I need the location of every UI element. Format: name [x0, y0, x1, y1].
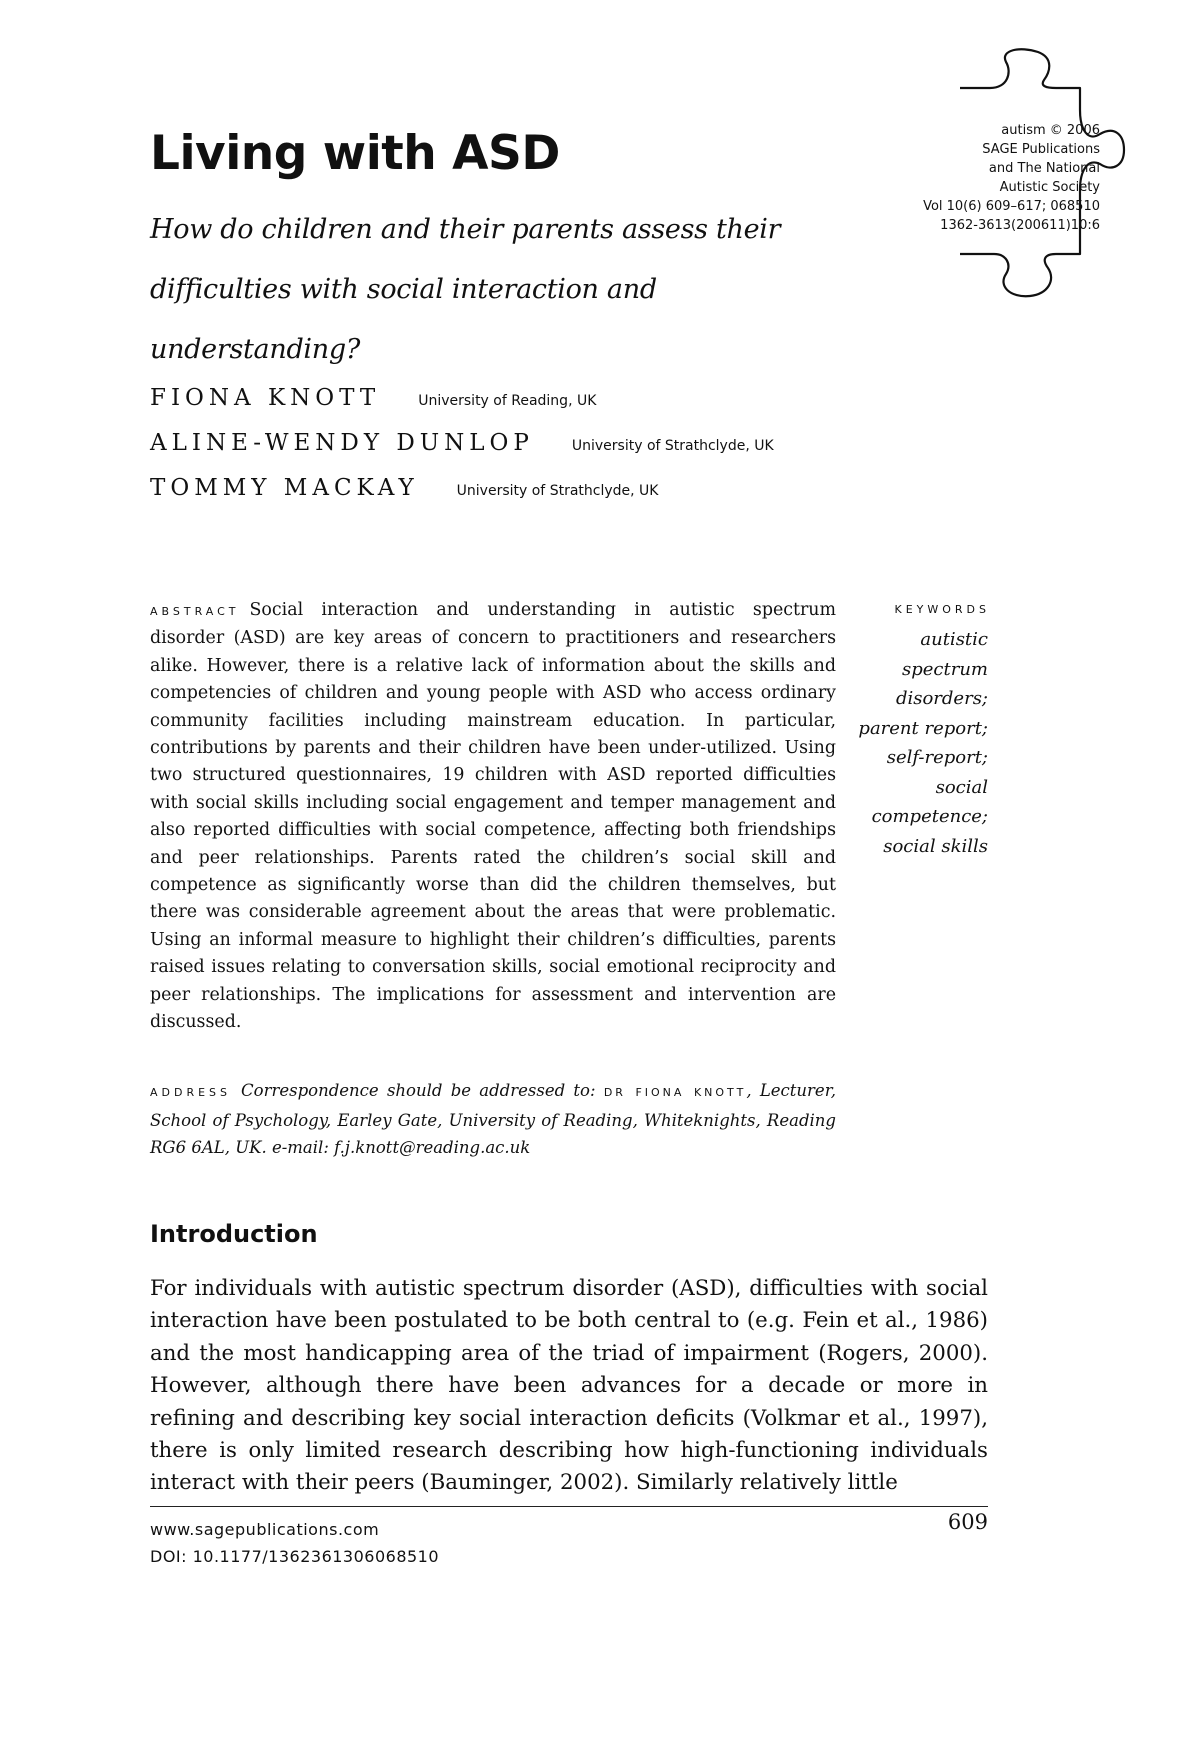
journal-info-line: SAGE Publications [982, 142, 1100, 157]
email-label: e-mail: [271, 1138, 329, 1157]
author-3 [150, 475, 658, 501]
keywords-list [850, 625, 988, 861]
author-2 [150, 430, 774, 456]
address-label: ADDRESS [150, 1086, 232, 1099]
address-intro: Correspondence should be addressed to: [241, 1081, 596, 1100]
journal-info [820, 121, 1100, 235]
journal-info-line: and The National [988, 161, 1100, 176]
doi: DOI: 10.1177/1362361306068510 [150, 1547, 440, 1566]
keywords-label: KEYWORDS [894, 603, 990, 616]
article-title: Living with ASD [150, 126, 560, 181]
journal-info-line: Vol 10(6) 609–617; 068510 [923, 199, 1100, 214]
author-affiliation: University of Reading, UK [418, 393, 597, 409]
article-subtitle: How do children and their parents assess their difficulties with social interaction and understanding? [150, 214, 781, 365]
author-name: ALINE-WENDY DUNLOP [150, 430, 534, 456]
footer-info [150, 1516, 439, 1570]
page-number: 609 [947, 1510, 988, 1534]
address-name: DR FIONA KNOTT [603, 1086, 747, 1099]
keyword-item: self-report; [886, 747, 988, 768]
author-name: TOMMY MACKAY [150, 475, 419, 501]
abstract [150, 597, 836, 1037]
address-details: , Lecturer, School of Psychology, Earley Gate, University of Reading, Whiteknights, Reading RG6 6AL, UK. [150, 1081, 837, 1157]
section-heading-introduction: Introduction [150, 1220, 318, 1248]
email-link[interactable]: f.j.knott@reading.ac.uk [334, 1138, 531, 1157]
journal-info-line: 1362-3613(200611)10:6 [940, 218, 1100, 233]
author-1 [150, 385, 596, 411]
keyword-item: social competence; [871, 776, 988, 827]
publisher-website-link[interactable]: www.sagepublications.com [150, 1520, 380, 1539]
introduction-text: For individuals with autistic spectrum disorder (ASD), difficulties with social interaction have been postulated to be both central to (e.g. Fein et al., 1986) and the most handicapping area of the triad of impairment (Rogers, 2000). However, although there have been advances for a decade or more in refining and describing key social interaction deficits (Volkmar et al., 1997), there is only limited research describing how high-functioning individuals interact with their peers (Bauminger, 2002). Similarly relatively little [150, 1276, 988, 1496]
correspondence-address [150, 1077, 836, 1162]
footer-divider [150, 1506, 988, 1507]
abstract-label: ABSTRACT [150, 605, 240, 618]
keyword-item: autistic spectrum disorders; [895, 629, 988, 709]
abstract-text: Social interaction and understanding in autistic spectrum disorder (ASD) are key areas of concern to practitioners and researchers alike. However, there is a relative lack of information about the skills and competencies of children and young people with ASD who access ordinary community facilities including mainstream education. In particular, contributions by parents and their children have been under-utilized. Using two structured questionnaires, 19 children with ASD reported difficulties with social skills including social engagement and temper management and also reported difficulties with social competence, affecting both friendships and peer relationships. Parents rated the children’s social skill and competence as significantly worse than did the children themselves, but there was considerable agreement about the areas that were problematic. Using an informal measure to highlight their children’s difficulties, parents raised issues relating to conversation skills, social emotional reciprocity and peer relationships. The implications for assessment and intervention are discussed. [150, 600, 836, 1033]
keyword-item: social skills [883, 835, 988, 857]
author-affiliation: University of Strathclyde, UK [456, 483, 659, 499]
author-affiliation: University of Strathclyde, UK [571, 438, 774, 454]
author-name: FIONA KNOTT [150, 385, 381, 411]
journal-info-line: Autistic Society [999, 180, 1100, 195]
keyword-item: parent report; [858, 717, 988, 739]
journal-info-line: autism © 2006 [1001, 123, 1100, 138]
